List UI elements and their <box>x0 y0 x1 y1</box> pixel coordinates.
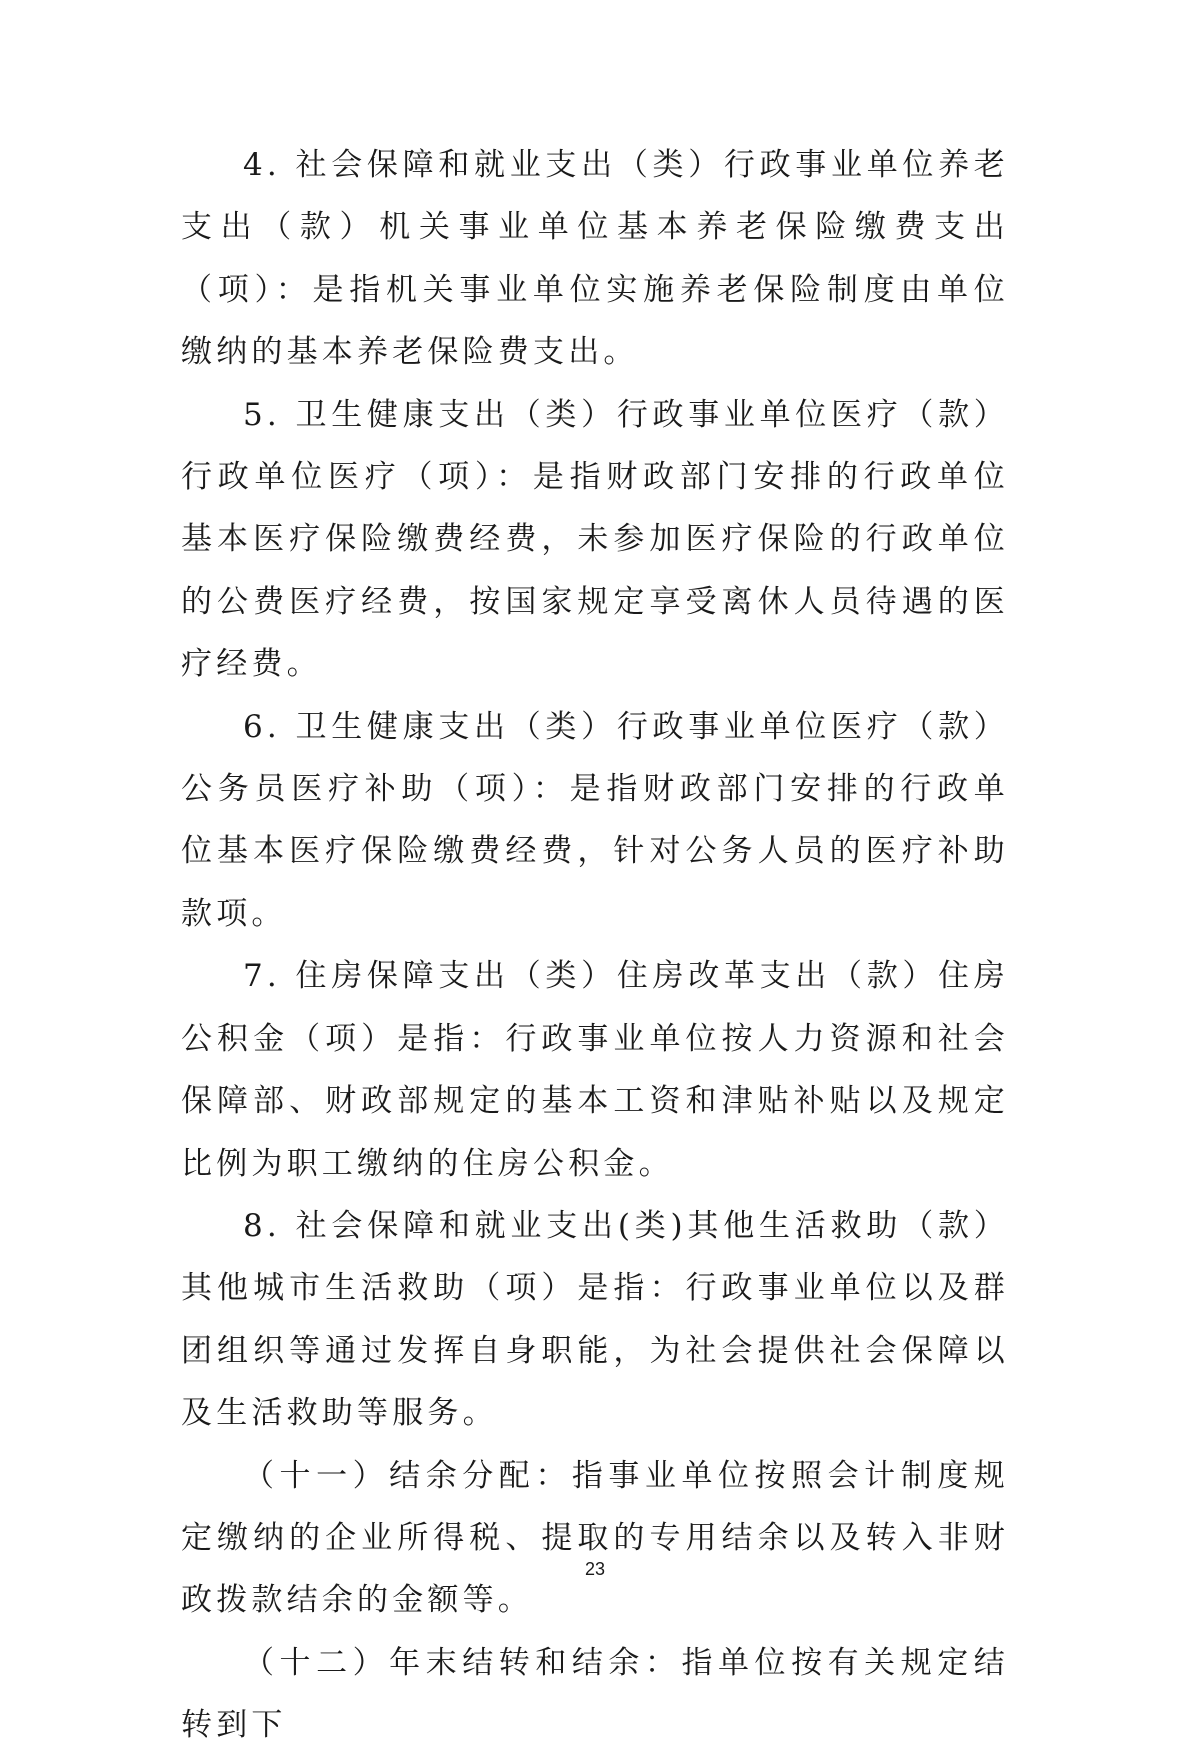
paragraph-surplus-distribution: （十一）结余分配：指事业单位按照会计制度规定缴纳的企业所得税、提取的专用结余以及转入非财政拨款结余的金额等。 <box>181 1457 1009 1619</box>
paragraph-housing-provident-fund: 7. 住房保障支出（类）住房改革支出（款）住房公积金（项）是指：行政事业单位按人力资源和社会保障部、财政部规定的基本工资和津贴补贴以及规定比例为职工缴纳的住房公积金。 <box>181 958 1009 1182</box>
page-number: 23 <box>584 1559 606 1579</box>
paragraph-civil-servant-medical-subsidy: 6. 卫生健康支出（类）行政事业单位医疗（款）公务员医疗补助（项）：是指财政部门安排的行政单位基本医疗保险缴费经费，针对公务人员的医疗补助款项。 <box>181 708 1009 932</box>
paragraph-year-end-carryover: （十二）年末结转和结余：指单位按有关规定结转到下 <box>181 1644 1009 1744</box>
paragraph-administrative-medical: 5. 卫生健康支出（类）行政事业单位医疗（款）行政单位医疗（项）：是指财政部门安排的行政单位基本医疗保险缴费经费，未参加医疗保险的行政单位的公费医疗经费，按国家规定享受离休人员待遇的医疗经费。 <box>181 396 1009 683</box>
document-body <box>181 134 1009 1757</box>
paragraph-pension-expenditure: 4. 社会保障和就业支出（类）行政事业单位养老支出（款）机关事业单位基本养老保险缴费支出（项）：是指机关事业单位实施养老保险制度由单位缴纳的基本养老保险费支出。 <box>181 147 1009 371</box>
paragraph-urban-living-assistance: 8. 社会保障和就业支出(类)其他生活救助（款）其他城市生活救助（项）是指：行政事业单位以及群团组织等通过发挥自身职能，为社会提供社会保障以及生活救助等服务。 <box>181 1207 1009 1432</box>
